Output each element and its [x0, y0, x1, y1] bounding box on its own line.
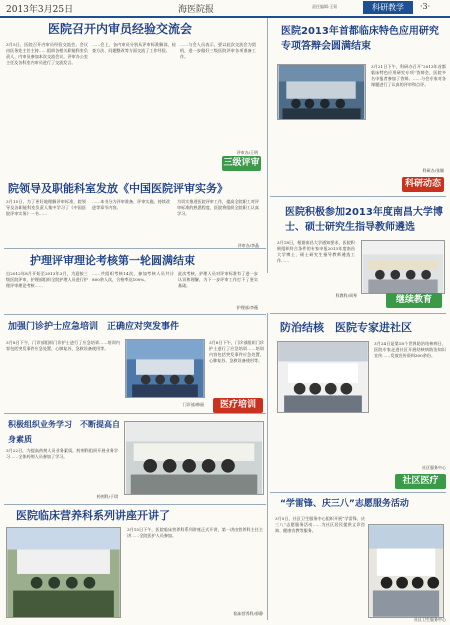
special-title: 医院2013年首都临床特色应用研究专项答辩会圆满结束: [281, 26, 439, 52]
volunteer-photo: [368, 524, 444, 618]
special-credit: 科研办/张颖: [422, 168, 444, 173]
volunteer-rule: [270, 492, 446, 493]
nursing-text-col2: ……共组织考核14次，参加考核人员共计800余人次，合格率达100%。: [92, 271, 174, 282]
tb-rule: [270, 313, 446, 314]
header-rule: [0, 16, 450, 18]
nursing-rule: [4, 248, 266, 249]
emergency-credit: 门诊部/韩丽: [182, 402, 204, 407]
nursing-text-col1: 自2012年8月开始至2013年3月，为迎接三级医院评审，护理部组织全院护理人员进行护理评审理论考核……: [6, 271, 88, 288]
exchange-title: 医院召开内审员经验交流会: [48, 22, 193, 36]
nutrition-title: 医院临床营养科系列讲座开讲了: [16, 509, 170, 522]
editor-credit: 责任编辑:王姮: [312, 4, 338, 9]
special-photo: [277, 64, 366, 120]
service-photo: [124, 421, 264, 495]
nutrition-photo: [6, 527, 121, 618]
doctor-title: 医院积极参加2013年度南昌大学博士、硕士研究生指导教师遴选: [285, 207, 443, 233]
tb-title: 防治结核 医院专家进社区: [280, 321, 412, 334]
volunteer-text: 3月5日，社区卫生服务中心组织开展“学雷锋、庆三八”志愿服务活动……为社区居民提供义诊咨询、健康宣教等服务。: [275, 516, 365, 533]
lower-column-divider: [267, 313, 268, 620]
volunteer-title: “学雷锋、庆三八”志愿服务活动: [280, 499, 409, 509]
tb-photo: [277, 341, 369, 413]
paper-title: 海医院报: [178, 5, 215, 15]
page-number: ·3·: [420, 2, 431, 11]
book-text-col1: 3月15日，为了更好地理解评审标准，院领导及各职能科室负责人集中学习了《中国医院评审实务》一书……: [6, 199, 86, 216]
nursing-text-col3: 此次考核，护理人员对评审标准有了进一步认识和理解，为下一步评审工作打下了坚实基础。: [178, 271, 258, 288]
emergency-tag: 医疗培训: [213, 398, 263, 413]
nutrition-credit: 临床营养科/郭静: [233, 611, 263, 616]
issue-date: 2013年3月25日: [6, 5, 74, 15]
tb-text: 3月24日是第18个世界防治结核病日，医院专家走进社区开展结核病防治知识宣传……发放宣传资料300余份。: [374, 341, 446, 358]
tb-credit: 社区服务中心: [422, 465, 446, 470]
special-tag: 科研动态: [402, 177, 444, 192]
section-title: 科研教学: [363, 1, 413, 14]
nursing-credit: 护理部/李薇: [236, 305, 258, 310]
book-text-col2: ……本书分为评审准备、评审实施、持续改进等章节内容。: [92, 199, 170, 210]
nursing-title: 护理评审理论考核第一轮圆满结束: [30, 254, 195, 267]
service-title: 积极组织业务学习 不断提高自身素质: [8, 420, 120, 444]
doctor-text: 3月18日，根据南昌大学通知要求，医院积极组织符合条件的专家申报2013年度南昌大学博士、硕士研究生指导教师遴选工作……: [277, 240, 355, 263]
book-title: 院领导及职能科室发放《中国医院评审实务》: [8, 182, 228, 195]
doctor-photo: [361, 240, 445, 294]
nutrition-rule: [4, 504, 266, 505]
exchange-tag: 三级评审: [222, 156, 261, 171]
emergency-rule: [4, 314, 266, 315]
emergency-text-side: 3月8日下午，门诊部组织门诊护士进行了应急培训……培训内容包括突发事件应急处置、心肺复苏、急救设备使用等。: [209, 340, 264, 363]
emergency-title: 加强门诊护士应急培训 正确应对突发事件: [8, 322, 180, 332]
special-rule: [270, 196, 446, 197]
exchange-text-col1: 3月5日，医院召开内审员经验交流会。会议由医务处主任主持……组织各相关职能科室负责人、内审员参加本次交流会议，评审办公室主任及各科室内审员进行了交流发言。: [6, 42, 88, 65]
exchange-text-col3: ……与会人员表示，要以此次交流会为契机，进一步做好三级医院评审各项准备工作。: [180, 42, 256, 59]
emergency-photo: [125, 339, 205, 398]
exchange-text-col2: ……会上，各内审员分别从评审标准解读、检查方法、问题整改等方面交流了工作经验。: [92, 42, 176, 53]
doctor-credit: 科教科/周琴: [335, 293, 357, 298]
column-divider: [267, 18, 268, 273]
service-rule: [4, 413, 266, 414]
book-credit: 评审办/李晶: [237, 243, 259, 248]
special-text: 3月21日下午，科研办召开“2013年首都临床特色应用研究专项”答辩会，医院多名申报者参加了答辩。……与会专家对各课题进行了认真的评审和点评。: [371, 64, 446, 87]
exchange-credit: 评审办/王明: [236, 150, 258, 155]
volunteer-credit: 社区卫生服务中心: [414, 617, 446, 622]
emergency-text: 3月8日下午，门诊部组织门诊护士进行了应急培训……培训内容包括突发事件应急处置、心肺复苏、急救设备使用等。: [6, 340, 120, 351]
service-credit: 药剂科/于琪: [96, 494, 118, 499]
nutrition-text: 3月15日下午，医院临床营养科系列讲座正式开讲，第一讲由营养科主任主讲……全院医护人员参加。: [127, 527, 263, 538]
book-text-col3: 为切实推进医院评审工作，提高全院职工对评审标准的熟悉程度，医院将组织全院职工认真学习。: [177, 199, 259, 216]
doctor-tag: 继续教育: [386, 293, 442, 308]
tb-tag: 社区医疗: [395, 474, 446, 489]
service-text: 3月22日，为提高药剂人员业务素质，药剂科组织开展业务学习……全体药剂人员参加了学习。: [6, 448, 118, 459]
